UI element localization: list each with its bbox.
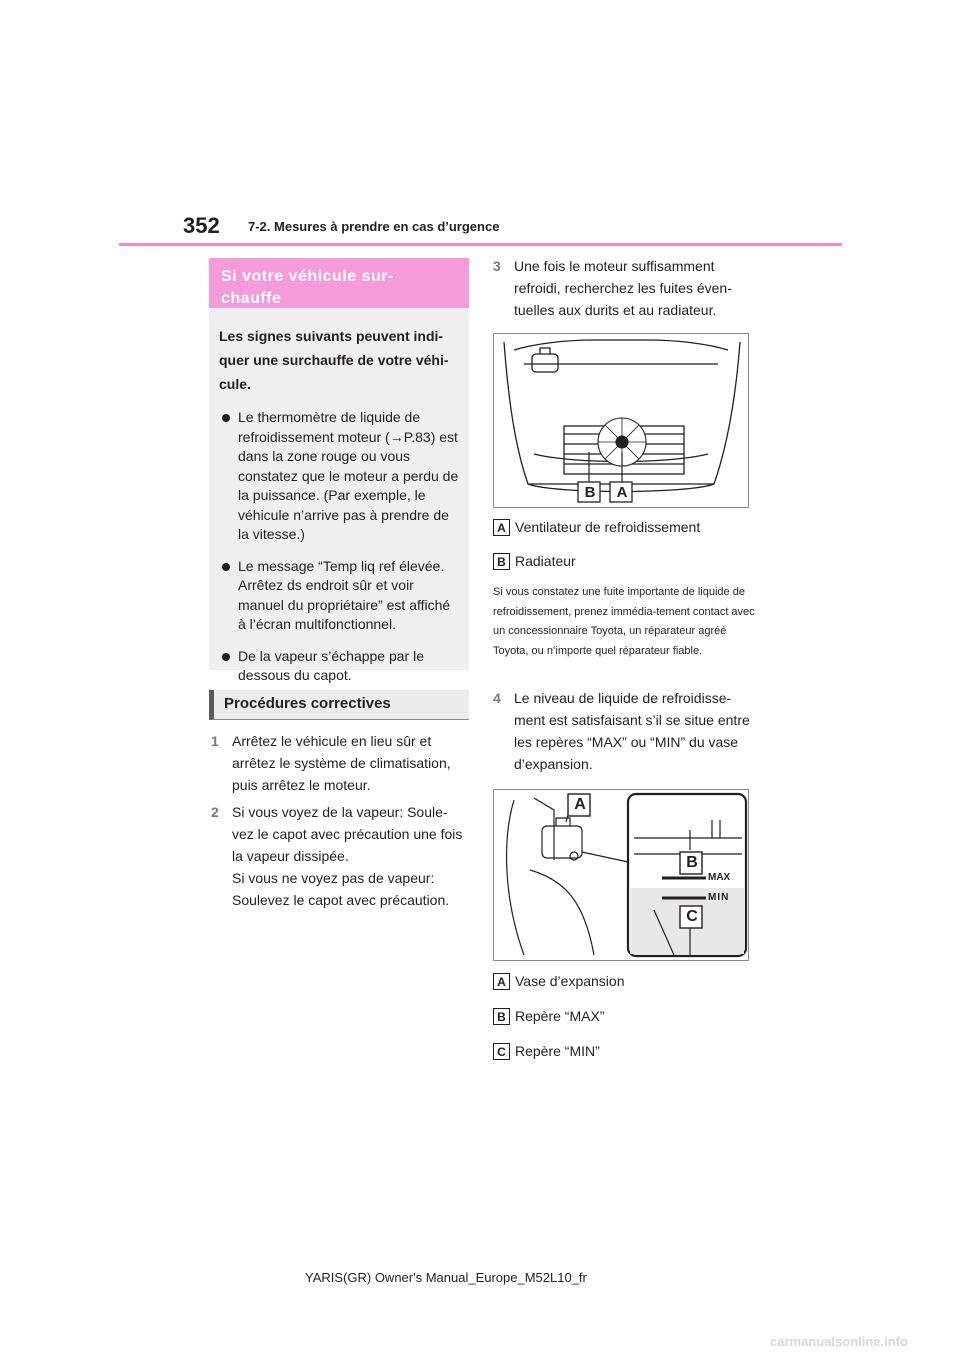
step-text: Une fois le moteur suffisamment refroidi, recherchez les fuites éven-tuelles aux durits et au radiateur. <box>514 258 732 318</box>
legend-tag: B <box>493 553 510 570</box>
overheat-intro: Les signes suivants peuvent indi-quer une surchauffe de votre véhi-cule. <box>219 328 449 392</box>
callout-c: C <box>686 908 698 925</box>
legend-max-mark <box>493 1008 604 1025</box>
sign-bullet-1: Le thermomètre de liquide de refroidissement moteur (→P.83) est dans la zone rouge ou vous constatez que le moteur a perdu de la puissance. (Par exemple, le véhicule n’arrive pas à prendre de la vitesse.) <box>219 408 459 545</box>
step-4 <box>493 687 757 775</box>
watermark: carmanualsonline.info <box>770 1334 908 1349</box>
engine-bay-drawing <box>494 334 748 507</box>
callout-a: A <box>616 484 628 501</box>
legend-tag: C <box>493 1043 510 1060</box>
step-number: 3 <box>493 258 501 274</box>
legend-text: Repère “MIN” <box>515 1043 600 1059</box>
step-text: Arrêtez le véhicule en lieu sûr et arrêtez le système de climatisation, puis arrêtez le moteur. <box>232 733 451 793</box>
legend-expansion-tank <box>493 973 624 990</box>
step-number: 4 <box>493 690 501 706</box>
callout-b: B <box>686 854 698 871</box>
legend-tag: A <box>493 519 510 536</box>
overheat-title-box <box>209 258 469 308</box>
step-text: Le niveau de liquide de refroidisse-ment est satisfaisant s’il se situe entre les repères “MAX” ou “MIN” du vase d’expansion. <box>514 690 750 772</box>
legend-text: Radiateur <box>515 553 576 569</box>
overheat-title-line1: Si votre véhicule sur- <box>221 268 394 285</box>
max-mark-label: MAX <box>708 872 731 883</box>
page-number: 352 <box>183 213 220 238</box>
sign-bullet-3: De la vapeur s’échappe par le dessous du capot. <box>219 647 459 686</box>
procedures-heading: Procédures correctives <box>209 690 469 720</box>
step-1 <box>211 730 469 796</box>
legend-radiator <box>493 553 576 570</box>
legend-min-mark <box>493 1043 600 1060</box>
step-text-secondary: Si vous ne voyez pas de vapeur: Soulevez le capot avec précaution. <box>232 870 450 908</box>
overheat-title-line2: chauffe <box>221 290 282 307</box>
step-number: 2 <box>211 804 219 820</box>
min-mark-label: MIN <box>708 892 730 903</box>
legend-text: Ventilateur de refroidissement <box>515 519 701 535</box>
step-3 <box>493 255 753 321</box>
legend-text: Repère “MAX” <box>515 1008 605 1024</box>
legend-text: Vase d’expansion <box>515 973 625 989</box>
step-number: 1 <box>211 733 219 749</box>
header-rule <box>119 243 842 246</box>
callout-b: B <box>584 484 596 501</box>
engine-bay-illustration <box>493 333 749 508</box>
sign-bullet-2: Le message “Temp liq ref élevée. Arrêtez ds endroit sûr et voir manuel du propriétaire” est affiché à l’écran multifonctionnel. <box>219 557 459 635</box>
callout-a: A <box>574 796 586 813</box>
expansion-tank-illustration <box>493 789 749 961</box>
legend-tag: B <box>493 1008 510 1025</box>
legend-fan <box>493 519 700 536</box>
step-2 <box>211 801 469 911</box>
section-header: 7-2. Mesures à prendre en cas d’urgence <box>248 219 500 234</box>
manual-footer: YARIS(GR) Owner's Manual_Europe_M52L10_fr <box>305 1270 587 1285</box>
legend-tag: A <box>493 973 510 990</box>
step-text: Si vous voyez de la vapeur: Soule-vez le capot avec précaution une fois la vapeur dissipée. <box>232 804 463 864</box>
overheat-signs-box <box>209 308 469 683</box>
leak-note: Si vous constatez une fuite importante de liquide de refroidissement, prenez immédia-tement contact avec un concessionnaire Toyota, un réparateur agréé Toyota, ou n’importe quel réparateur fiable. <box>493 586 755 657</box>
